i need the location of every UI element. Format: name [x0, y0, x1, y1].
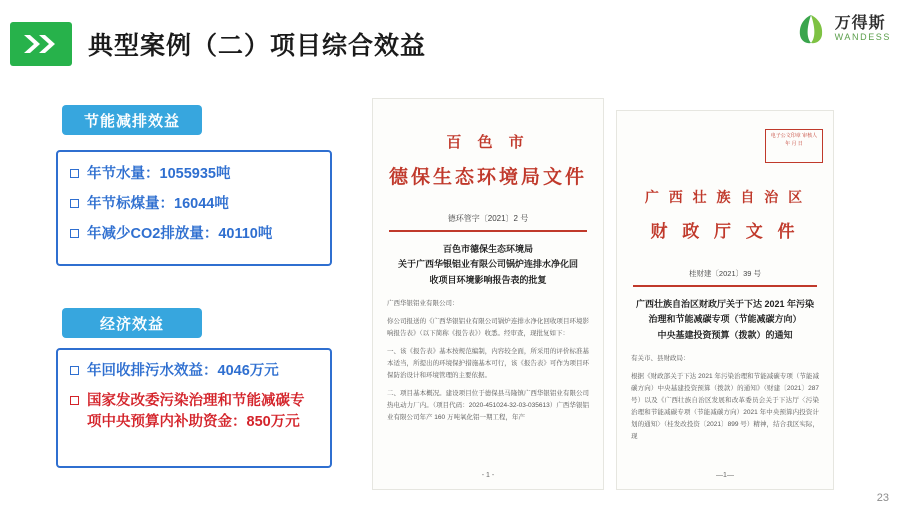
square-bullet-icon — [70, 366, 79, 375]
list-item — [70, 361, 318, 382]
doc-org-line1: 广 西 壮 族 自 治 区 — [644, 189, 806, 205]
document-scan-guangxi-finance — [616, 110, 834, 490]
list-item — [70, 194, 318, 215]
economic-benefits-box — [56, 348, 332, 468]
doc-title-line: 关于广西华银铝业有限公司锅炉连排水净化回 — [397, 259, 578, 270]
doc-paragraph: 你公司报送的《广西华银铝业有限公司锅炉连排水净化回收项目环境影响报告表》（以下简称《报告表》）收悉。经审查，现批复如下： — [387, 317, 589, 337]
doc-paragraph: 二、项目基本概况。建设项目位于德保县马隆镇广西华银铝业有限公司热电动力厂内。（项目代码：2020-451024-32-03-035613）广西华银铝业有限公司年产 160 万吨氧化铝一期工程，年产 — [387, 389, 589, 422]
brand-name-en: WANDESS — [834, 31, 891, 42]
wandess-leaf-icon — [794, 12, 828, 46]
doc-paragraph: 一、该《报告表》基本按规范编制，内容较全面，所采用的评价标准基本适当，所提出的环境保护措施基本可行，该《报告表》可作为项目环保防治设计和环境管理的主要依据。 — [387, 347, 589, 379]
doc-title-line: 收项目环境影响报告表的批复 — [429, 274, 547, 285]
list-item — [70, 224, 318, 245]
list-item-text: 国家发改委污染治理和节能减碳专项中央预算内补助资金：850万元 — [87, 393, 305, 431]
slide-number: 23 — [876, 492, 889, 504]
list-item-text: 年回收排污水效益：4046万元 — [87, 363, 279, 379]
energy-benefits-box — [56, 150, 332, 266]
document-scan-debao — [372, 98, 604, 490]
doc-number: 桂财建〔2021〕39 号 — [688, 269, 762, 278]
brand-name-cn: 万得斯 — [834, 14, 886, 32]
square-bullet-icon — [70, 229, 79, 238]
square-bullet-icon — [70, 199, 79, 208]
doc-page-number: - 1 - — [481, 472, 495, 479]
doc-title-line: 治理和节能减碳专项（节能减碳方向） — [648, 314, 802, 325]
square-bullet-icon — [70, 169, 79, 178]
section-label-economic: 经济效益 — [62, 308, 202, 338]
double-chevron-icon — [10, 22, 72, 66]
doc-paragraph: 根据《财政部关于下达 2021 年污染治理和节能减碳专项（节能减碳方向）中央基建投资预算（拨款）的通知》（财建〔2021〕287 号）以及《广西壮族自治区发展和改革委员会关于下达厅〈污染治理和节能减碳专项（节能减碳方向）2021 年中央预算内投资计划的通知〉（桂发改投资〔2021〕899 号）精神，结合我区实际，现 — [631, 372, 819, 440]
list-item-text: 年节标煤量：16044吨 — [87, 196, 229, 213]
doc-org-line2: 德保生态环境局文件 — [388, 167, 587, 188]
section-label-energy: 节能减排效益 — [62, 105, 202, 135]
brand-logo — [794, 12, 891, 46]
doc-recipient: 有关市、县财政局： — [631, 354, 690, 362]
list-item — [70, 391, 318, 433]
doc-recipient: 广西华银铝业有限公司： — [387, 299, 459, 307]
doc-divider — [389, 230, 587, 232]
doc-number: 德环管字〔2021〕2 号 — [447, 214, 529, 223]
doc-org-line2: 财 政 厅 文 件 — [650, 222, 800, 241]
doc-org-line1: 百 色 市 — [446, 134, 530, 151]
doc-page-number: —1— — [716, 472, 734, 479]
doc-title-line: 广西壮族自治区财政厅关于下达 2021 年污染 — [635, 299, 815, 309]
doc-divider — [633, 285, 817, 287]
doc-title-line: 百色市德保生态环境局 — [442, 244, 533, 254]
list-item-text: 年节水量：1055935吨 — [87, 166, 231, 182]
doc-title-line: 中央基建投资预算（拨款）的通知 — [657, 329, 793, 340]
page-title: 典型案例（二）项目综合效益 — [88, 32, 427, 60]
list-item — [70, 164, 318, 185]
electronic-seal-icon: 电子公文印章 审核人 年 月 日 — [765, 129, 823, 163]
list-item-text: 年减少CO2排放量：40110吨 — [87, 226, 273, 243]
slide-header — [0, 0, 905, 78]
square-bullet-icon — [70, 396, 79, 405]
